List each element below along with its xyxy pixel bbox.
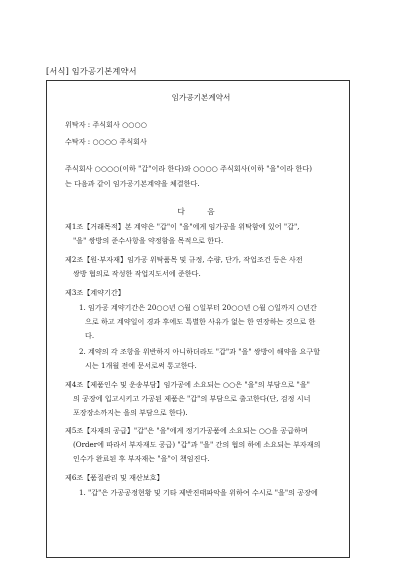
article-3-line: 다. — [85, 331, 95, 340]
contract-document — [46, 80, 350, 558]
article-4-line: 제4조【제품인수 및 운송부담】임가공에 소요되는 ○○은 "을"의 부담으로 "을" — [65, 380, 310, 389]
article-5-line: 인수가 완료된 후 부자재는 "을"이 책임진다. — [73, 454, 210, 463]
article-2-line: 쌍방 협의로 작성한 작업지도서에 준한다. — [73, 269, 201, 278]
article-4-line: 포장장소까지는 을의 부담으로 한다). — [73, 408, 188, 417]
section-heading: 다 음 — [177, 207, 225, 216]
article-3-line: 으로 하고 계약일이 경과 후에도 특별한 사유가 없는 한 연장하는 것으로 한 — [85, 317, 316, 326]
article-3-line: 제3조【계약기간】 — [65, 288, 125, 297]
article-1-line: "을" 쌍방의 준수사항을 약정함을 목적으로 한다. — [73, 236, 224, 245]
intro-line: 주식회사 ○○○○(이하 "갑"이라 한다)와 ○○○○ 주식회사(이하 "을"이라 한다) — [65, 164, 313, 173]
form-label: [서식] 임가공기본계약서 — [46, 66, 137, 76]
article-5-line: (Order에 따라서 부자재도 공급) "갑"과 "을" 간의 협의 하에 소요되는 부자재의 — [73, 440, 321, 449]
article-6-line: 1. "갑"은 가공공정현황 및 기타 제반진태파악을 위하여 수시로 "을"의 공장에 — [79, 488, 318, 497]
article-3-line: 시는 1개월 전에 문서로써 통고한다. — [85, 361, 197, 370]
article-3-line: 2. 계약의 각 조항을 위반하지 아니하더라도 "갑"과 "을" 쌍방이 해약을 요구할 — [79, 347, 321, 356]
article-6-line: 제6조【품질관리 및 재산보호】 — [65, 473, 164, 482]
article-5-line: 제5조【자재의 공급】"갑"은 "을"에게 정기가공품에 소요되는 ○○을 공급하며 — [65, 426, 308, 435]
consignor-line: 위탁자 : 주식회사 ○○○○ — [65, 120, 147, 129]
article-2-line: 제2조【원·부자재】임가공 위탁품목 및 규정, 수량, 단가, 작업조건 등은 사전 — [65, 255, 303, 264]
document-title: 임가공기본계약서 — [171, 93, 231, 102]
article-3-line: 1. 임가공 계약기간은 20○○년 ○월 ○일부터 20○○년 ○월 ○일까지 ○년간 — [79, 303, 317, 312]
contractor-line: 수탁자 : ○○○○ 주식회사 — [65, 137, 147, 146]
article-4-line: 의 공장에 입고시키고 가공된 제품은 "갑"의 부담으로 출고한다(단, 검정 시너 — [73, 394, 311, 403]
intro-line: 는 다음과 같이 임가공기본계약을 체결한다. — [65, 179, 200, 188]
article-1-line: 제1조【거래목적】본 계약은 "갑"이 "을"에게 임가공을 위탁함에 있어 "갑", — [65, 222, 300, 231]
